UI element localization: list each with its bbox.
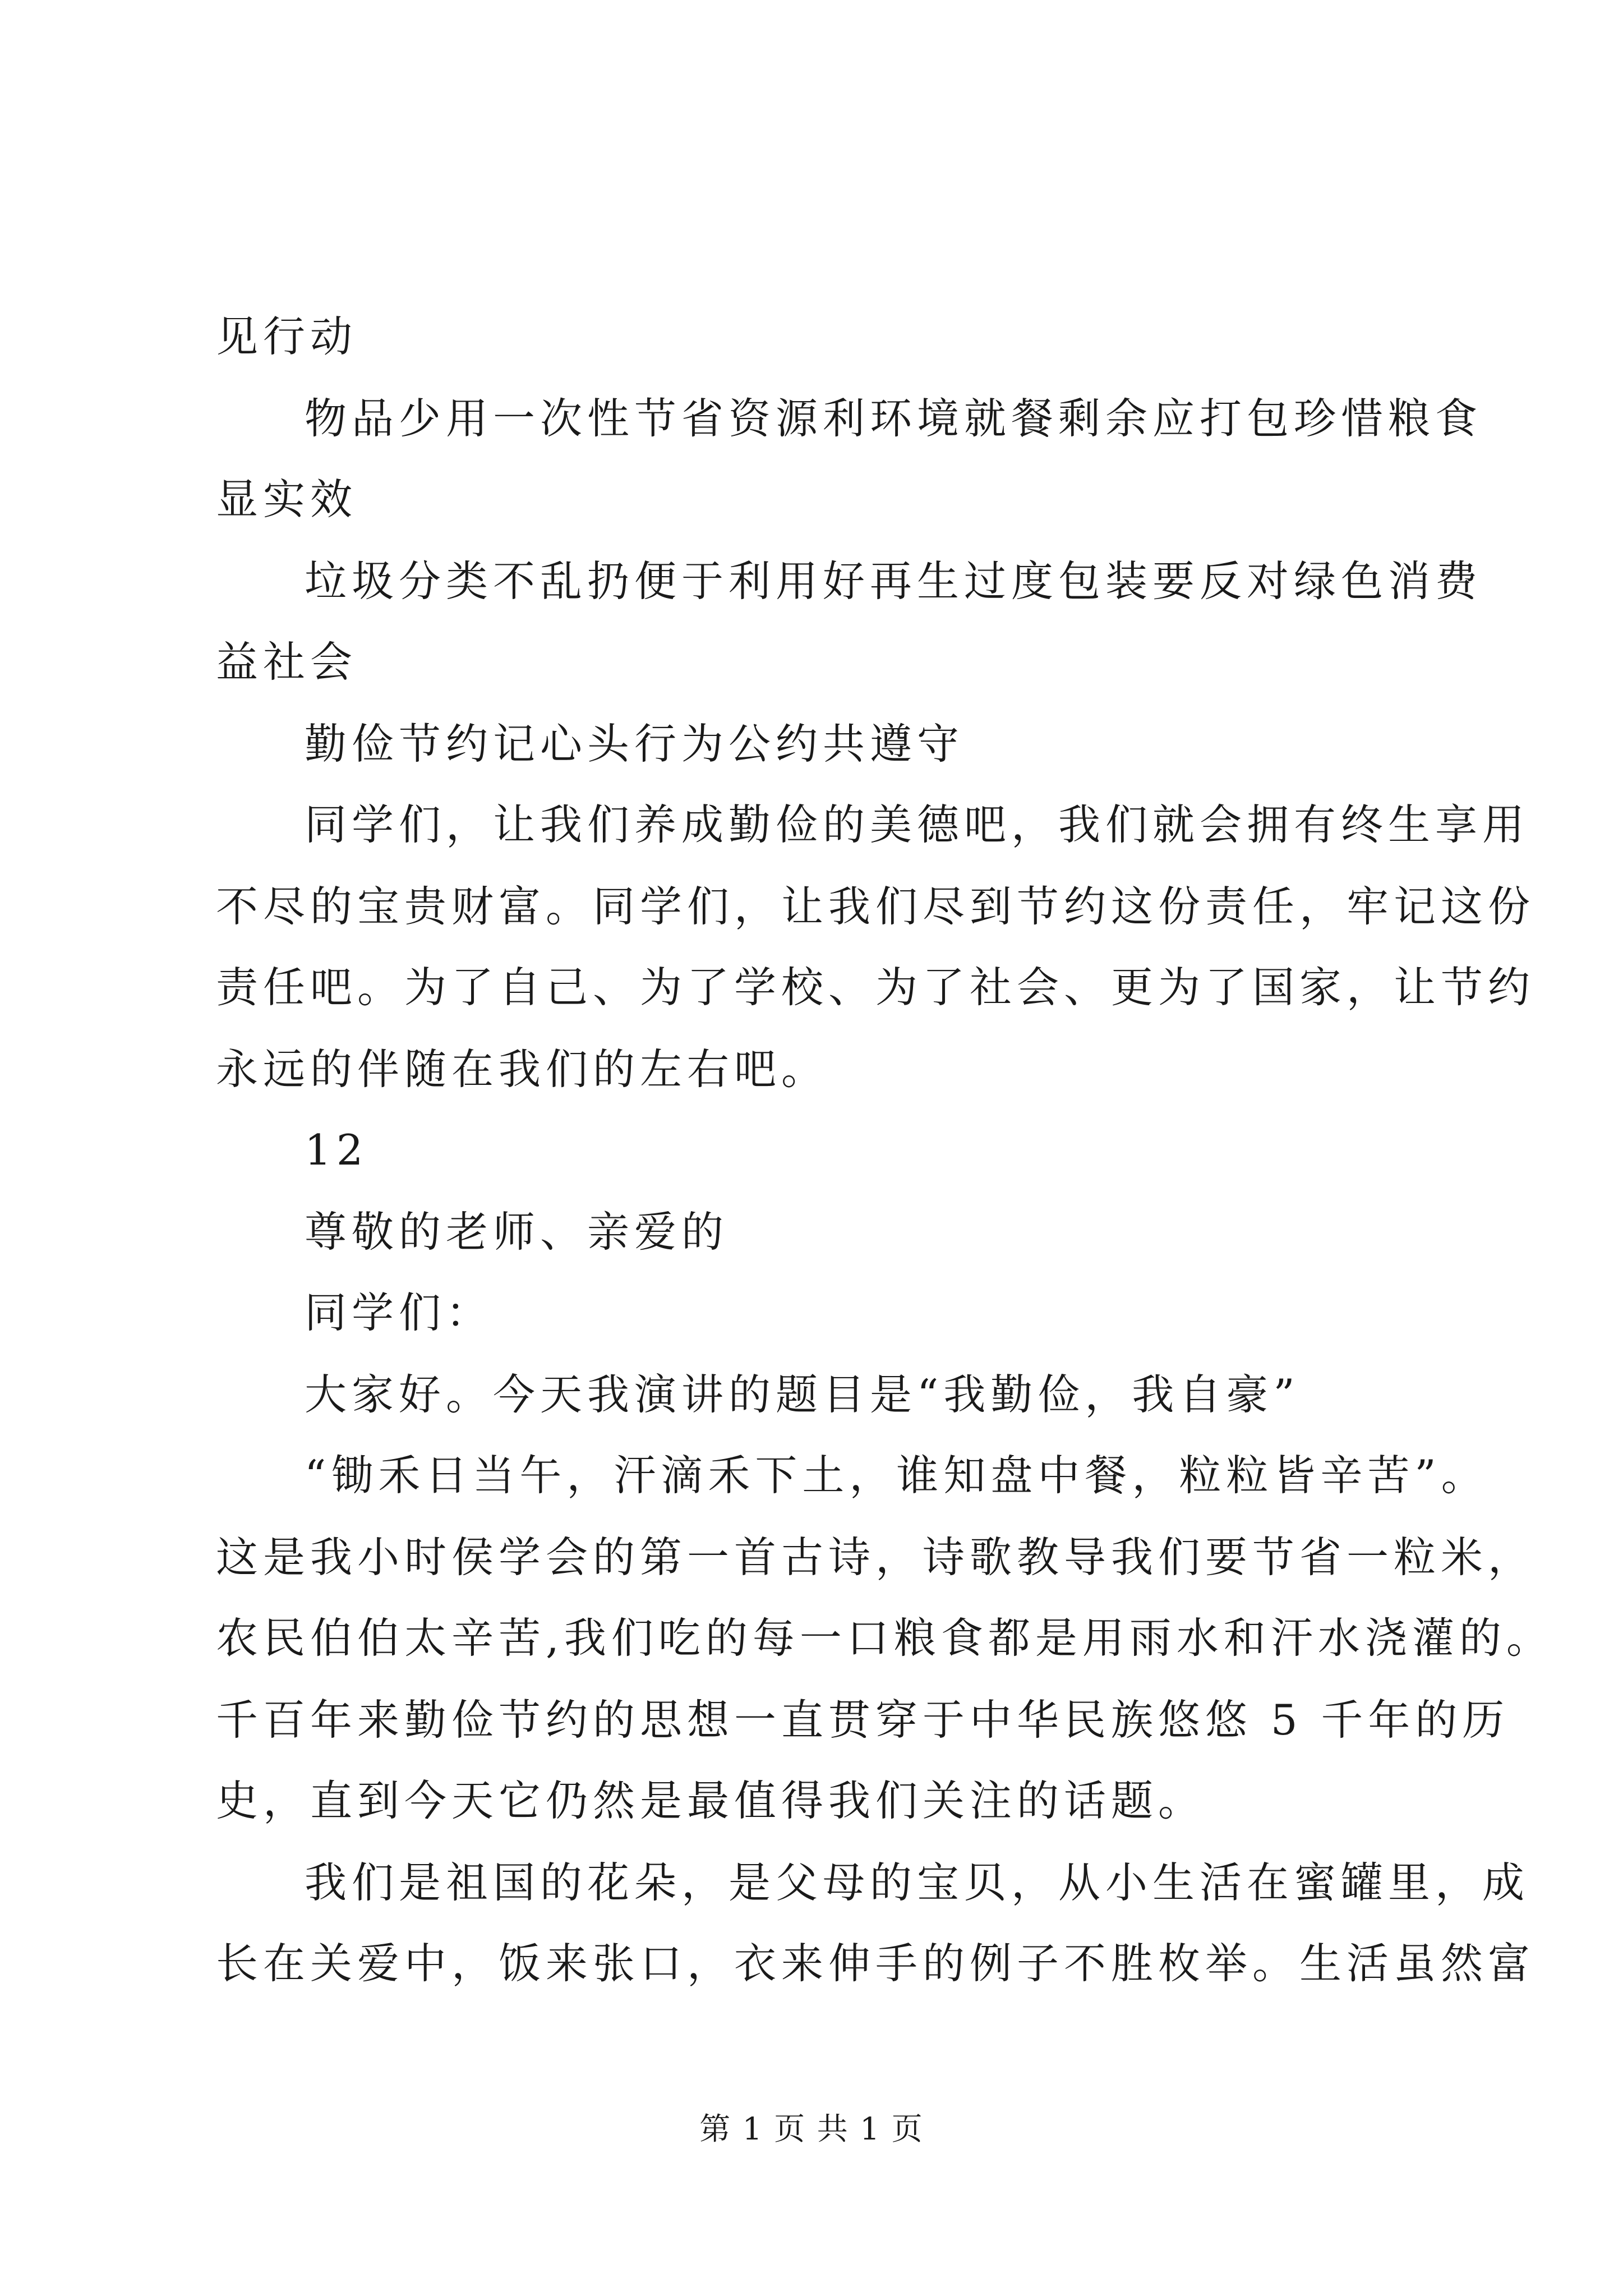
text-line: 益社会 [216,637,358,687]
text-line: 永远的伴随在我们的左右吧。 [216,1045,829,1094]
text-line: 农民伯伯太辛苦,我们吃的每一口粮食都是用雨水和汗水浇灌的。 [216,1613,1553,1663]
text-line: “锄禾日当午，汗滴禾下土，谁知盘中餐，粒粒皆辛苦”。 [305,1451,1488,1500]
text-line: 物品少用一次性节省资源利环境就餐剩余应打包珍惜粮食 [305,394,1483,443]
text-line: 我们是祖国的花朵，是父母的宝贝，从小生活在蜜罐里，成 [305,1858,1530,1907]
text-line: 长在关爱中，饭来张口，衣来伸手的例子不胜枚举。生活虽然富 [216,1939,1536,1988]
page-footer: 第 1 页 共 1 页 [699,2111,924,2147]
section-number: 12 [305,1125,368,1175]
text-line: 不尽的宝贵财富。同学们，让我们尽到节约这份责任，牢记这份 [216,882,1536,931]
text-line: 见行动 [216,312,358,361]
text-line: 垃圾分类不乱扔便于利用好再生过度包装要反对绿色消费 [305,556,1483,606]
text-line: 责任吧。为了自己、为了学校、为了社会、更为了国家，让节约 [216,963,1536,1012]
text-line: 史，直到今天它仍然是最值得我们关注的话题。 [216,1776,1206,1825]
text-line: 显实效 [216,475,358,524]
text-line: 同学们，让我们养成勤俭的美德吧，我们就会拥有终生享用 [305,800,1530,849]
text-line: 千百年来勤俭节约的思想一直贯穿于中华民族悠悠 5 千年的历 [216,1695,1510,1745]
text-line: 勤俭节约记心头行为公约共遵守 [305,719,965,769]
salutation: 尊敬的老师、亲爱的 [305,1207,729,1257]
salutation: 同学们： [305,1288,494,1337]
text-line: 这是我小时侯学会的第一首古诗，诗歌教导我们要节省一粒米， [216,1533,1536,1582]
text-line: 大家好。今天我演讲的题目是“我勤俭，我自豪” [305,1370,1300,1419]
